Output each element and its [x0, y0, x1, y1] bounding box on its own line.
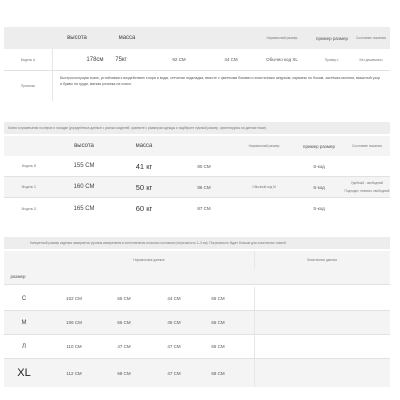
- divider: [254, 287, 255, 310]
- model-size: Обычный код М: [252, 185, 276, 189]
- table-1: [4, 27, 390, 101]
- table-3: [4, 237, 390, 397]
- table-3-note-row: [4, 237, 390, 249]
- divider: [254, 359, 255, 387]
- features-label: Признаки: [20, 84, 35, 88]
- size-value: XL: [17, 367, 31, 379]
- table-1-row: [4, 49, 390, 71]
- model-height: 160 СМ: [73, 184, 95, 190]
- model-chest: 86 СМ: [197, 184, 211, 190]
- table-2-note: Копия и примечания по мерке и посадке (усреднённые данные с разных моделей; сравните с размером одежды и подберите нужный размер, ориентируясь на данные ниже): [8, 126, 267, 130]
- size-value: С: [21, 295, 27, 302]
- model-fit-size: S-код: [313, 163, 325, 169]
- size-label: размер: [10, 274, 26, 279]
- header-wearing-state: Состояние ношения: [352, 144, 382, 148]
- measure-3: 46 СМ: [167, 320, 181, 325]
- model-label: Модель B: [21, 164, 37, 168]
- model-chest: 87 СМ: [197, 206, 211, 211]
- model-weight: 41 кг: [135, 161, 153, 171]
- model-weight: 50 кг: [135, 182, 153, 192]
- table-row: [4, 177, 390, 198]
- table-2-note-row: [4, 122, 390, 134]
- model-height: 165 СМ: [73, 205, 95, 212]
- measure-4: 66 СМ: [211, 296, 225, 301]
- header-height: высота: [67, 35, 87, 41]
- model-label: Модель D: [21, 206, 37, 211]
- table-2-header-row: [4, 136, 390, 156]
- header-height: высота: [74, 143, 94, 149]
- table-row: [4, 287, 390, 311]
- measure-3: 44 СМ: [167, 296, 181, 301]
- measure-2: 68 СМ: [117, 370, 131, 376]
- measure-4: 68 СМ: [211, 370, 225, 376]
- header-weight: масса: [118, 35, 136, 41]
- measure-3: 47 СМ: [167, 370, 181, 376]
- model-state: Без дешевизны: [359, 57, 383, 62]
- model-weight: 60 кг: [135, 204, 153, 213]
- measure-2: 47 СМ: [117, 344, 131, 349]
- measure-1: 110 СМ: [66, 344, 82, 349]
- table-3-note: Конкретный размер изделия измеряется ручным измерением в естественном плоском состоянии (погрешность 1–3 см). Погрешность будет больше для эластичных тканей.: [30, 241, 287, 245]
- header-normal-size: Нормальный размер: [248, 144, 280, 148]
- table-3-group-header: [4, 251, 390, 269]
- features-text: Быстросохнущая ткань, устойчивая к воздействию хлора и воды, сетчатая подкладка, вместе с цветными боками и эластичным шнурком, карманы по бокам, застёжка-молния, вышитый узор и буквы на груди, мягкая резинка на поясе.: [60, 76, 380, 86]
- model-state: Удобный - свободный: [350, 181, 384, 185]
- model-chest: 80 СМ: [197, 163, 211, 169]
- divider: [254, 311, 255, 334]
- measure-1: 102 СМ: [66, 296, 82, 301]
- model-shoulder: 44 СМ: [224, 57, 238, 62]
- model-size: Обычно код XL: [266, 57, 298, 62]
- model-label: Модель A: [20, 57, 36, 62]
- model-fit-size: S-код: [313, 184, 325, 190]
- divider: [254, 335, 255, 358]
- model-state-note: Подходит, немного свободный: [344, 189, 390, 193]
- measure-1: 112 СМ: [66, 370, 82, 376]
- model-fit-size: Пример L: [324, 57, 340, 62]
- model-fit-size: S-код: [313, 206, 325, 211]
- features-row: [4, 71, 390, 101]
- measure-1: 106 СМ: [66, 320, 82, 325]
- model-label: Модель C: [21, 185, 37, 189]
- table-3-subheader: [4, 269, 390, 285]
- model-height: 178см: [86, 56, 104, 63]
- header-fit-size: пример размер: [316, 35, 348, 41]
- divider: [52, 71, 53, 101]
- model-chest: 92 СМ: [172, 57, 186, 62]
- group-elastic: Эластичные данные: [306, 258, 338, 262]
- table-row: [4, 311, 390, 335]
- header-normal-size: Нормальный размер: [266, 36, 298, 40]
- model-height: 155 СМ: [73, 163, 95, 169]
- measure-2: 66 СМ: [117, 320, 131, 325]
- header-weight: масса: [135, 143, 153, 149]
- table-row: [4, 359, 390, 387]
- measure-3: 47 СМ: [167, 344, 181, 349]
- table-row: [4, 335, 390, 359]
- group-normal: Нормальные данные: [133, 258, 165, 262]
- table-1-header-row: [4, 27, 390, 49]
- measure-4: 66 СМ: [211, 344, 225, 349]
- model-weight: 75кг: [115, 56, 127, 63]
- header-wearing-state: Состояние ношения: [356, 36, 386, 40]
- header-fit-size: пример размер: [303, 143, 335, 149]
- measure-2: 65 СМ: [117, 296, 131, 301]
- table-row: [4, 198, 390, 219]
- size-value: Л: [22, 343, 26, 350]
- table-2: [4, 122, 390, 222]
- divider: [52, 49, 53, 70]
- size-value: М: [21, 319, 27, 326]
- table-row: [4, 156, 390, 177]
- measure-4: 66 СМ: [211, 320, 225, 325]
